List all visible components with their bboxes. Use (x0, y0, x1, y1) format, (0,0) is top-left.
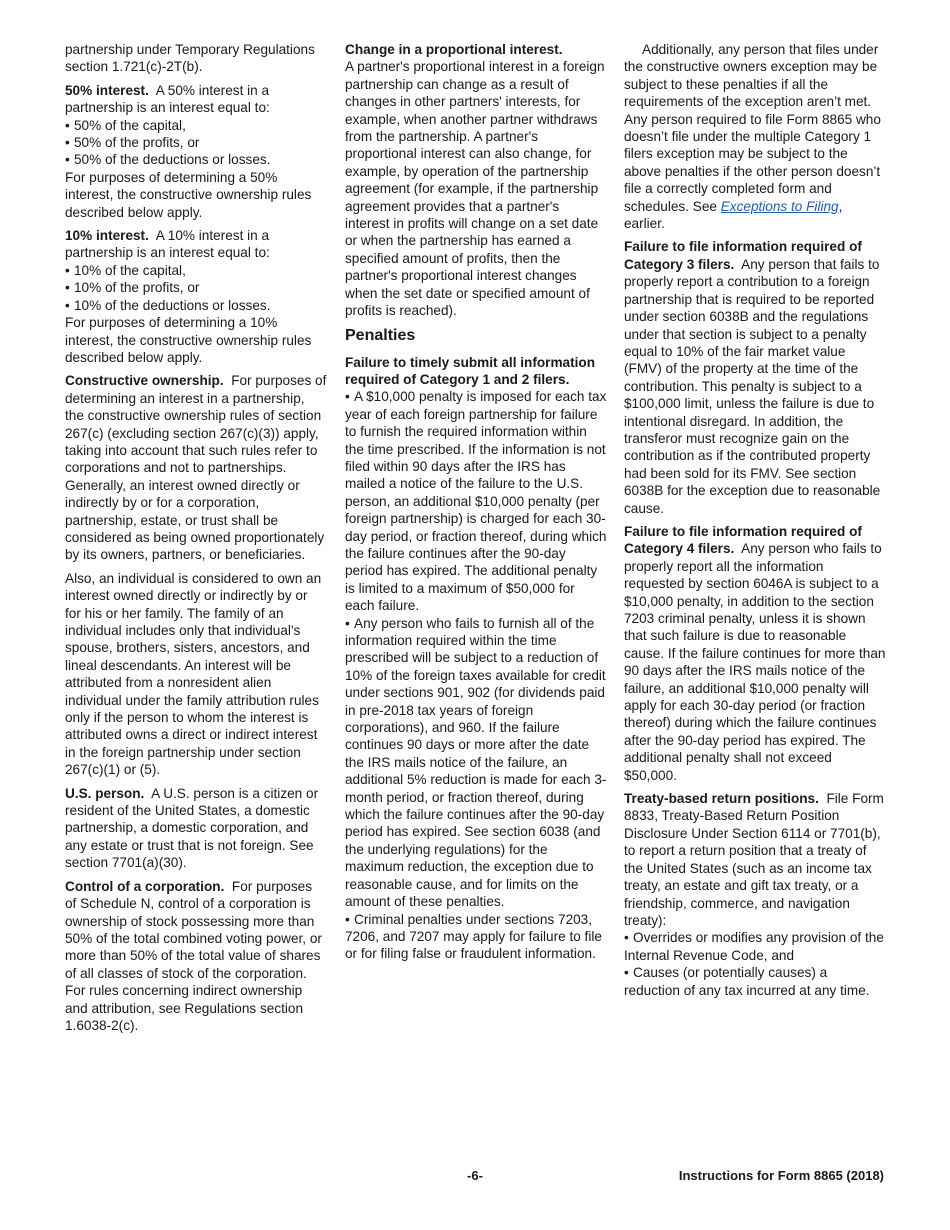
text: Any person that fails to properly report a contribution to a foreign partnership that is required to be reported under section 6038B and the regulations under that section is subject to a penalty equal to 10% of the fair market value (FMV) of the property at the time of the contribution. This penalty is subject to a $100,000 limit, unless the failure is due to intentional disregard. In addition, the transferor must recognize gain on the contribution as if the contributed property had been sold for its FMV. See section 6038B for the exception due to reasonable cause. (624, 256, 881, 516)
bullet-item: • A $10,000 penalty is imposed for each tax year of each foreign partnership for failure to furnish the required information within the time prescribed. If the information is not filed within 90 days after the IRS has mailed a notice of the failure to the U.S. person, an additional $10,000 penalty (per foreign partnership) is charged for each 30-day period, or fraction thereof, during which the failure continues after the 90-day period has expired. The additional penalty is limited to a maximum of $50,000 for each failure. (345, 388, 607, 614)
section-category-4-failure (624, 523, 886, 784)
bullet-item: • Causes (or potentially causes) a reduction of any tax incurred at any time. (624, 964, 886, 999)
section-treaty-based-return (624, 790, 886, 999)
bullet-item: • 10% of the deductions or losses. (65, 297, 327, 314)
heading-50-percent-interest: 50% interest. (65, 82, 149, 98)
section-title-penalties: Penalties (345, 326, 416, 344)
text: A 50% interest in a partnership is an interest equal to: (65, 82, 270, 116)
heading-category-1-2-failure: Failure to timely submit all information required of Category 1 and 2 filers. (345, 354, 596, 387)
heading-category-4-failure: Failure to file information required of Category 4 filers. (624, 523, 862, 557)
bullet-item: • Criminal penalties under sections 7203, 7206, and 7207 may apply for failure to file or for filing false or fraudulent information. (345, 911, 607, 963)
column-right (624, 41, 886, 1005)
section-us-person (65, 785, 327, 872)
bullet-item: • 10% of the capital, (65, 262, 327, 279)
heading-us-person: U.S. person. (65, 785, 145, 801)
bullet-item: • 50% of the profits, or (65, 134, 327, 151)
page-number: -6- (467, 1168, 483, 1183)
bullet-item: • 50% of the capital, (65, 117, 327, 134)
column-left (65, 41, 327, 1040)
heading-treaty-based-return: Treaty-based return positions. (624, 791, 819, 807)
text: File Form 8833, Treaty-Based Return Position Disclosure Under Section 6114 or 7701(b), to report a return position that a treaty of the United States (such as an income tax treaty, an estate and gift tax treaty, or a friendship, commerce, and navigation treaty): (624, 791, 884, 928)
section-change-proportional-interest (345, 41, 607, 320)
heading-10-percent-interest: 10% interest. (65, 228, 149, 244)
section-category-3-failure (624, 238, 886, 517)
bullet-item: • Overrides or modifies any provision of the Internal Revenue Code, and (624, 929, 886, 964)
paragraph-family-attribution: Also, an individual is considered to own an interest owned directly or indirectly by or for his or her family. The family of an individual includes only that individual's spouse, brothers, sisters, ancestors, and lineal descendants. An interest will be attributed from a nonresident alien individual under the family attribution rules only if the person to whom the interest is attributed owns a direct or indirect interest in the foreign partnership under section 267(c)(1) or (5). (65, 570, 322, 778)
continued-paragraph: partnership under Temporary Regulations section 1.721(c)-2T(b). (65, 42, 315, 75)
text: Any person who fails to properly report all the information requested by section 6046A is subject to a $10,000 penalty, in addition to the section 7203 criminal penalty, unless it is shown that such failure is due to reasonable cause. If the failure continues for more than 90 days after the IRS mails notice of the failure, an additional $10,000 penalty will apply for each 30-day period (or fraction thereof) during which the failure continues after the 90-day period has expired. The additional penalty shall not exceed $50,000. (624, 541, 886, 783)
section-category-1-2-failure (345, 354, 607, 963)
text: For purposes of Schedule N, control of a corporation is ownership of stock possessing more than 50% of the total combined voting power, or more than 50% of the total value of shares of all classes of stock of the corporation. For rules concerning indirect ownership and attribution, see Regulations section 1.6038-2(c). (65, 878, 322, 1033)
section-control-of-corporation (65, 878, 327, 1035)
bullet-item: • Any person who fails to furnish all of the information required within the time prescribed will be subject to a reduction of 10% of the foreign taxes available for credit under sections 901, 902 (for dividends paid in pre-2018 tax years of foreign corporations), and 960. If the failure continues 90 days or more after the date the IRS mails notice of the failure, an additional 5% reduction is made for each 3-month period, or fraction thereof, during which the failure continues after the 90-day period has expired. See section 6038 (and the underlying regulations) for the maximum reduction, the exception due to reasonable cause, and for limits on the amount of these penalties. (345, 615, 607, 911)
section-constructive-ownership (65, 372, 327, 563)
heading-change-proportional-interest: Change in a proportional interest. (345, 42, 563, 57)
text: , earlier. (624, 198, 843, 232)
text: For purposes of determining an interest in a partnership, the constructive ownership rules of section 267(c) (excluding section 267(c)(3)) apply, taking into account that such rules refer to corporations and not to partnerships. Generally, an interest owned directly or indirectly by or for a corporation, partnership, estate, or trust shall be considered as being owned proportionately by its owners, partners, or beneficiaries. (65, 373, 327, 563)
paragraph-additionally (624, 41, 886, 232)
heading-control-of-corporation: Control of a corporation. (65, 878, 225, 894)
text: For purposes of determining a 50% interest, the constructive ownership rules described below apply. (65, 169, 312, 220)
text: A 10% interest in a partnership is an interest equal to: (65, 228, 270, 261)
text: Additionally, any person that files under the constructive owners exception may be subject to these penalties if all the requirements of the exception aren’t met. Any person required to file Form 8865 who doesn’t file under the multiple Category 1 filers exception may be subject to the above penalties if the other person doesn’t file a correctly completed form and schedules. See (624, 42, 881, 214)
text: For purposes of determining a 10% interest, the constructive ownership rules described below apply. (65, 315, 312, 365)
section-50-percent-interest (65, 82, 327, 221)
bullet-item: • 10% of the profits, or (65, 279, 327, 296)
footer-document-title: Instructions for Form 8865 (2018) (678, 1168, 884, 1183)
column-middle (345, 41, 607, 969)
heading-category-3-failure: Failure to file information required of Category 3 filers. (624, 239, 862, 272)
exceptions-to-filing-link[interactable]: Exceptions to Filing (720, 198, 839, 214)
text: A U.S. person is a citizen or resident of the United States, a domestic partnership, a domestic corporation, and any estate or trust that is not foreign. See section 7701(a)(30). (65, 785, 319, 871)
section-10-percent-interest (65, 227, 327, 366)
bullet-item: • 50% of the deductions or losses. (65, 151, 327, 168)
heading-constructive-ownership: Constructive ownership. (65, 373, 224, 389)
text: A partner's proportional interest in a foreign partnership can change as a result of changes in other partners' interests, for example, when another partner withdraws from the partnership. A partner's proportional interest can also change, for example, by operation of the partnership agreement (for example, if the partnership agreement provides that a partner's interest in profits will change on a set date or when the partnership has earned a specified amount of profits, then the partner's proportional interest changes when the set date or specified amount of profits is reached). (345, 59, 605, 319)
